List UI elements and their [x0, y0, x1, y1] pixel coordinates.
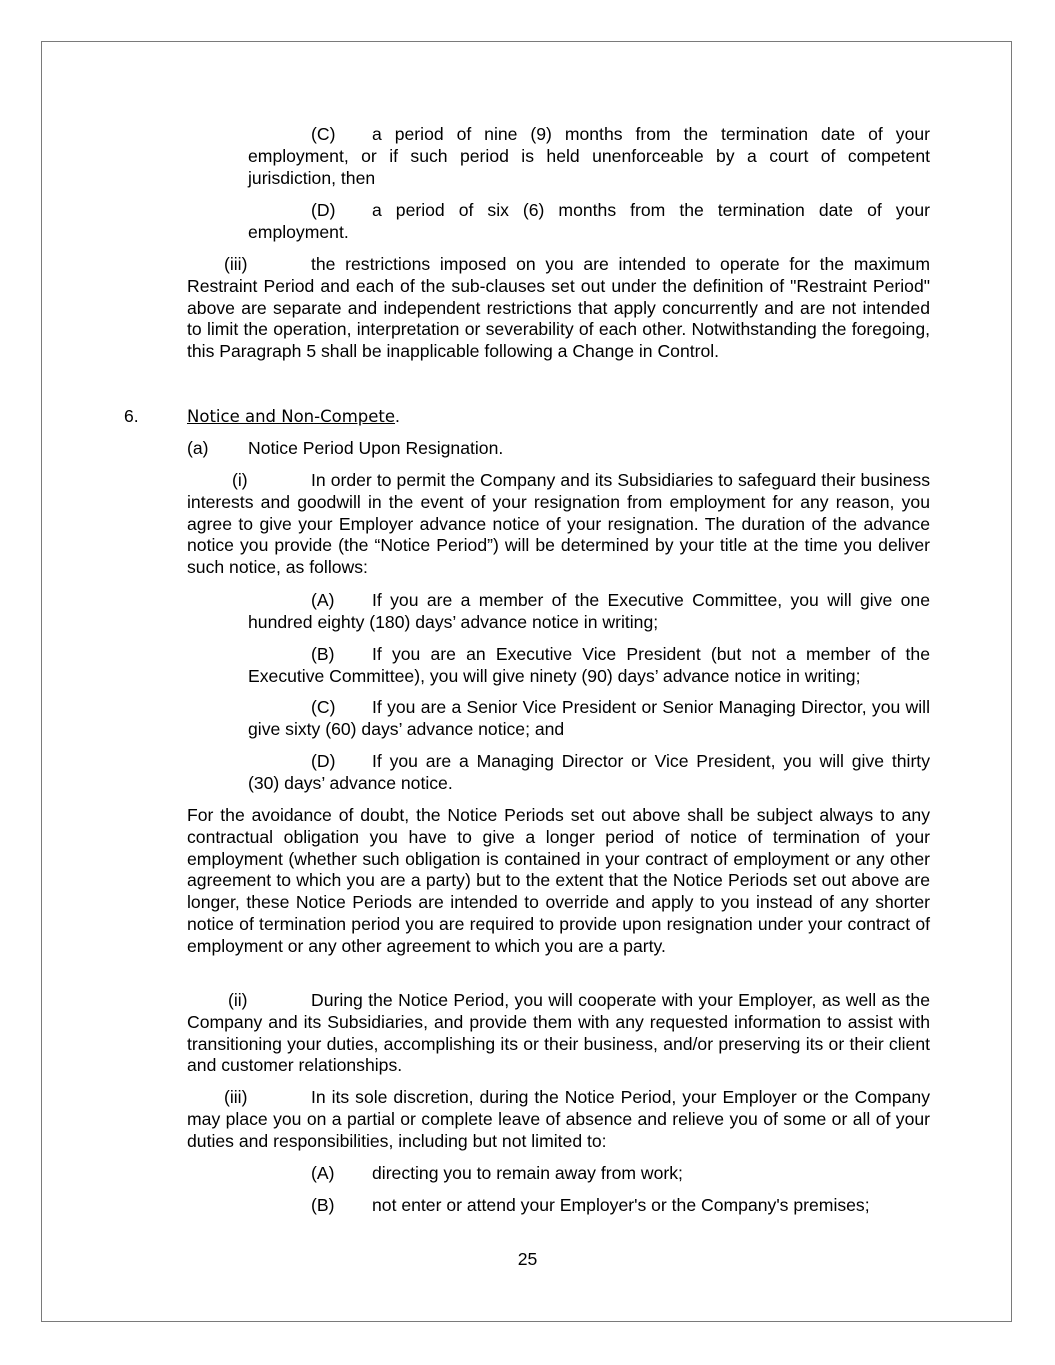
leave-item-a-label: (A): [311, 1163, 335, 1183]
item-text: If you are a Senior Vice President or Senior Managing Director, you will give sixty (60) days’ advance notice; and: [248, 697, 930, 739]
clause-label: (ii): [228, 990, 248, 1010]
item-text: If you are a Managing Director or Vice President, you will give thirty (30) days’ advance notice.: [248, 751, 930, 793]
item-label: (D): [311, 751, 336, 771]
item-label: (A): [311, 590, 335, 610]
clause-label: (iii): [224, 254, 248, 274]
clause-label: (C): [311, 124, 336, 144]
item-text: If you are a member of the Executive Committee, you will give one hundred eighty (180) days’ advance notice in writing;: [248, 590, 930, 632]
page-number: 25: [517, 1249, 538, 1269]
clause-5-iii: [187, 254, 930, 363]
clause-5-c: [248, 124, 930, 189]
section-heading: [187, 406, 400, 428]
clause-text: the restrictions imposed on you are intended to operate for the maximum Restraint Period and each of the sub-clauses set out under the definition of "Restraint Period" above are separate and independent restrictions that apply concurrently and are not intended to limit the operation, interpretation or severability of each other. Notwithstanding the foregoing, this Paragraph 5 shall be inapplicable following a Change in Control.: [187, 254, 930, 362]
leave-item-b-label: (B): [311, 1195, 335, 1215]
clause-label: (iii): [224, 1087, 248, 1107]
title-item-d: [248, 751, 930, 795]
clause-label: (i): [232, 470, 248, 490]
clause-text: In its sole discretion, during the Notice Period, your Employer or the Company may place you on a partial or complete leave of absence and relieve you of some or all of your duties and responsibilities, including but not limited to:: [187, 1087, 930, 1151]
subsection-a-label: (a): [187, 438, 209, 458]
clause-5-d: [248, 200, 930, 244]
leave-item-a-text: directing you to remain away from work;: [372, 1163, 683, 1183]
clause-text: a period of six (6) months from the termination date of your employment.: [248, 200, 930, 242]
clause-6-a-i: [187, 470, 930, 579]
title-item-c: [248, 697, 930, 741]
section-title-suffix: .: [395, 406, 400, 426]
clause-text: During the Notice Period, you will cooperate with your Employer, as well as the Company and its Subsidiaries, and provide them with any requested information to assist with transitioning your duties, accomplishing its or their business, and/or preserving its or their client and customer relationships.: [187, 990, 930, 1076]
clause-text: In order to permit the Company and its Subsidiaries to safeguard their business interests and goodwill in the event of your resignation from employment for any reason, you agree to give your Employer advance notice of your resignation. The duration of the advance notice you provide (the “Notice Period”) will be determined by your title at the time you deliver such notice, as follows:: [187, 470, 930, 578]
clause-label: (D): [311, 200, 336, 220]
title-item-b: [248, 644, 930, 688]
subsection-a-title: Notice Period Upon Resignation.: [248, 438, 504, 458]
item-label: (C): [311, 697, 336, 717]
clause-6-a-iii: [187, 1087, 930, 1152]
clause-6-a-ii: [187, 990, 930, 1077]
item-text: If you are an Executive Vice President (but not a member of the Executive Committee), you will give ninety (90) days’ advance notice in writing;: [248, 644, 930, 686]
section-number: 6.: [124, 406, 139, 426]
item-label: (B): [311, 644, 335, 664]
clause-text: a period of nine (9) months from the termination date of your employment, or if such period is held unenforceable by a court of competent jurisdiction, then: [248, 124, 930, 188]
leave-item-b-text: not enter or attend your Employer's or the Company's premises;: [372, 1195, 870, 1215]
avoidance-paragraph: For the avoidance of doubt, the Notice Periods set out above shall be subject always to any contractual obligation you have to give a longer period of notice of termination of your employment (whether such obligation is contained in your contract of employment or any other agreement to which you are a party) but to the extent that the Notice Periods set out above are longer, these Notice Periods are intended to override and apply to you instead of any shorter notice of termination period you are required to provide upon resignation under your contract of employment or any other agreement to which you are a party.: [187, 805, 930, 956]
section-title: Notice and Non-Compete: [187, 407, 396, 426]
title-item-a: [248, 590, 930, 634]
